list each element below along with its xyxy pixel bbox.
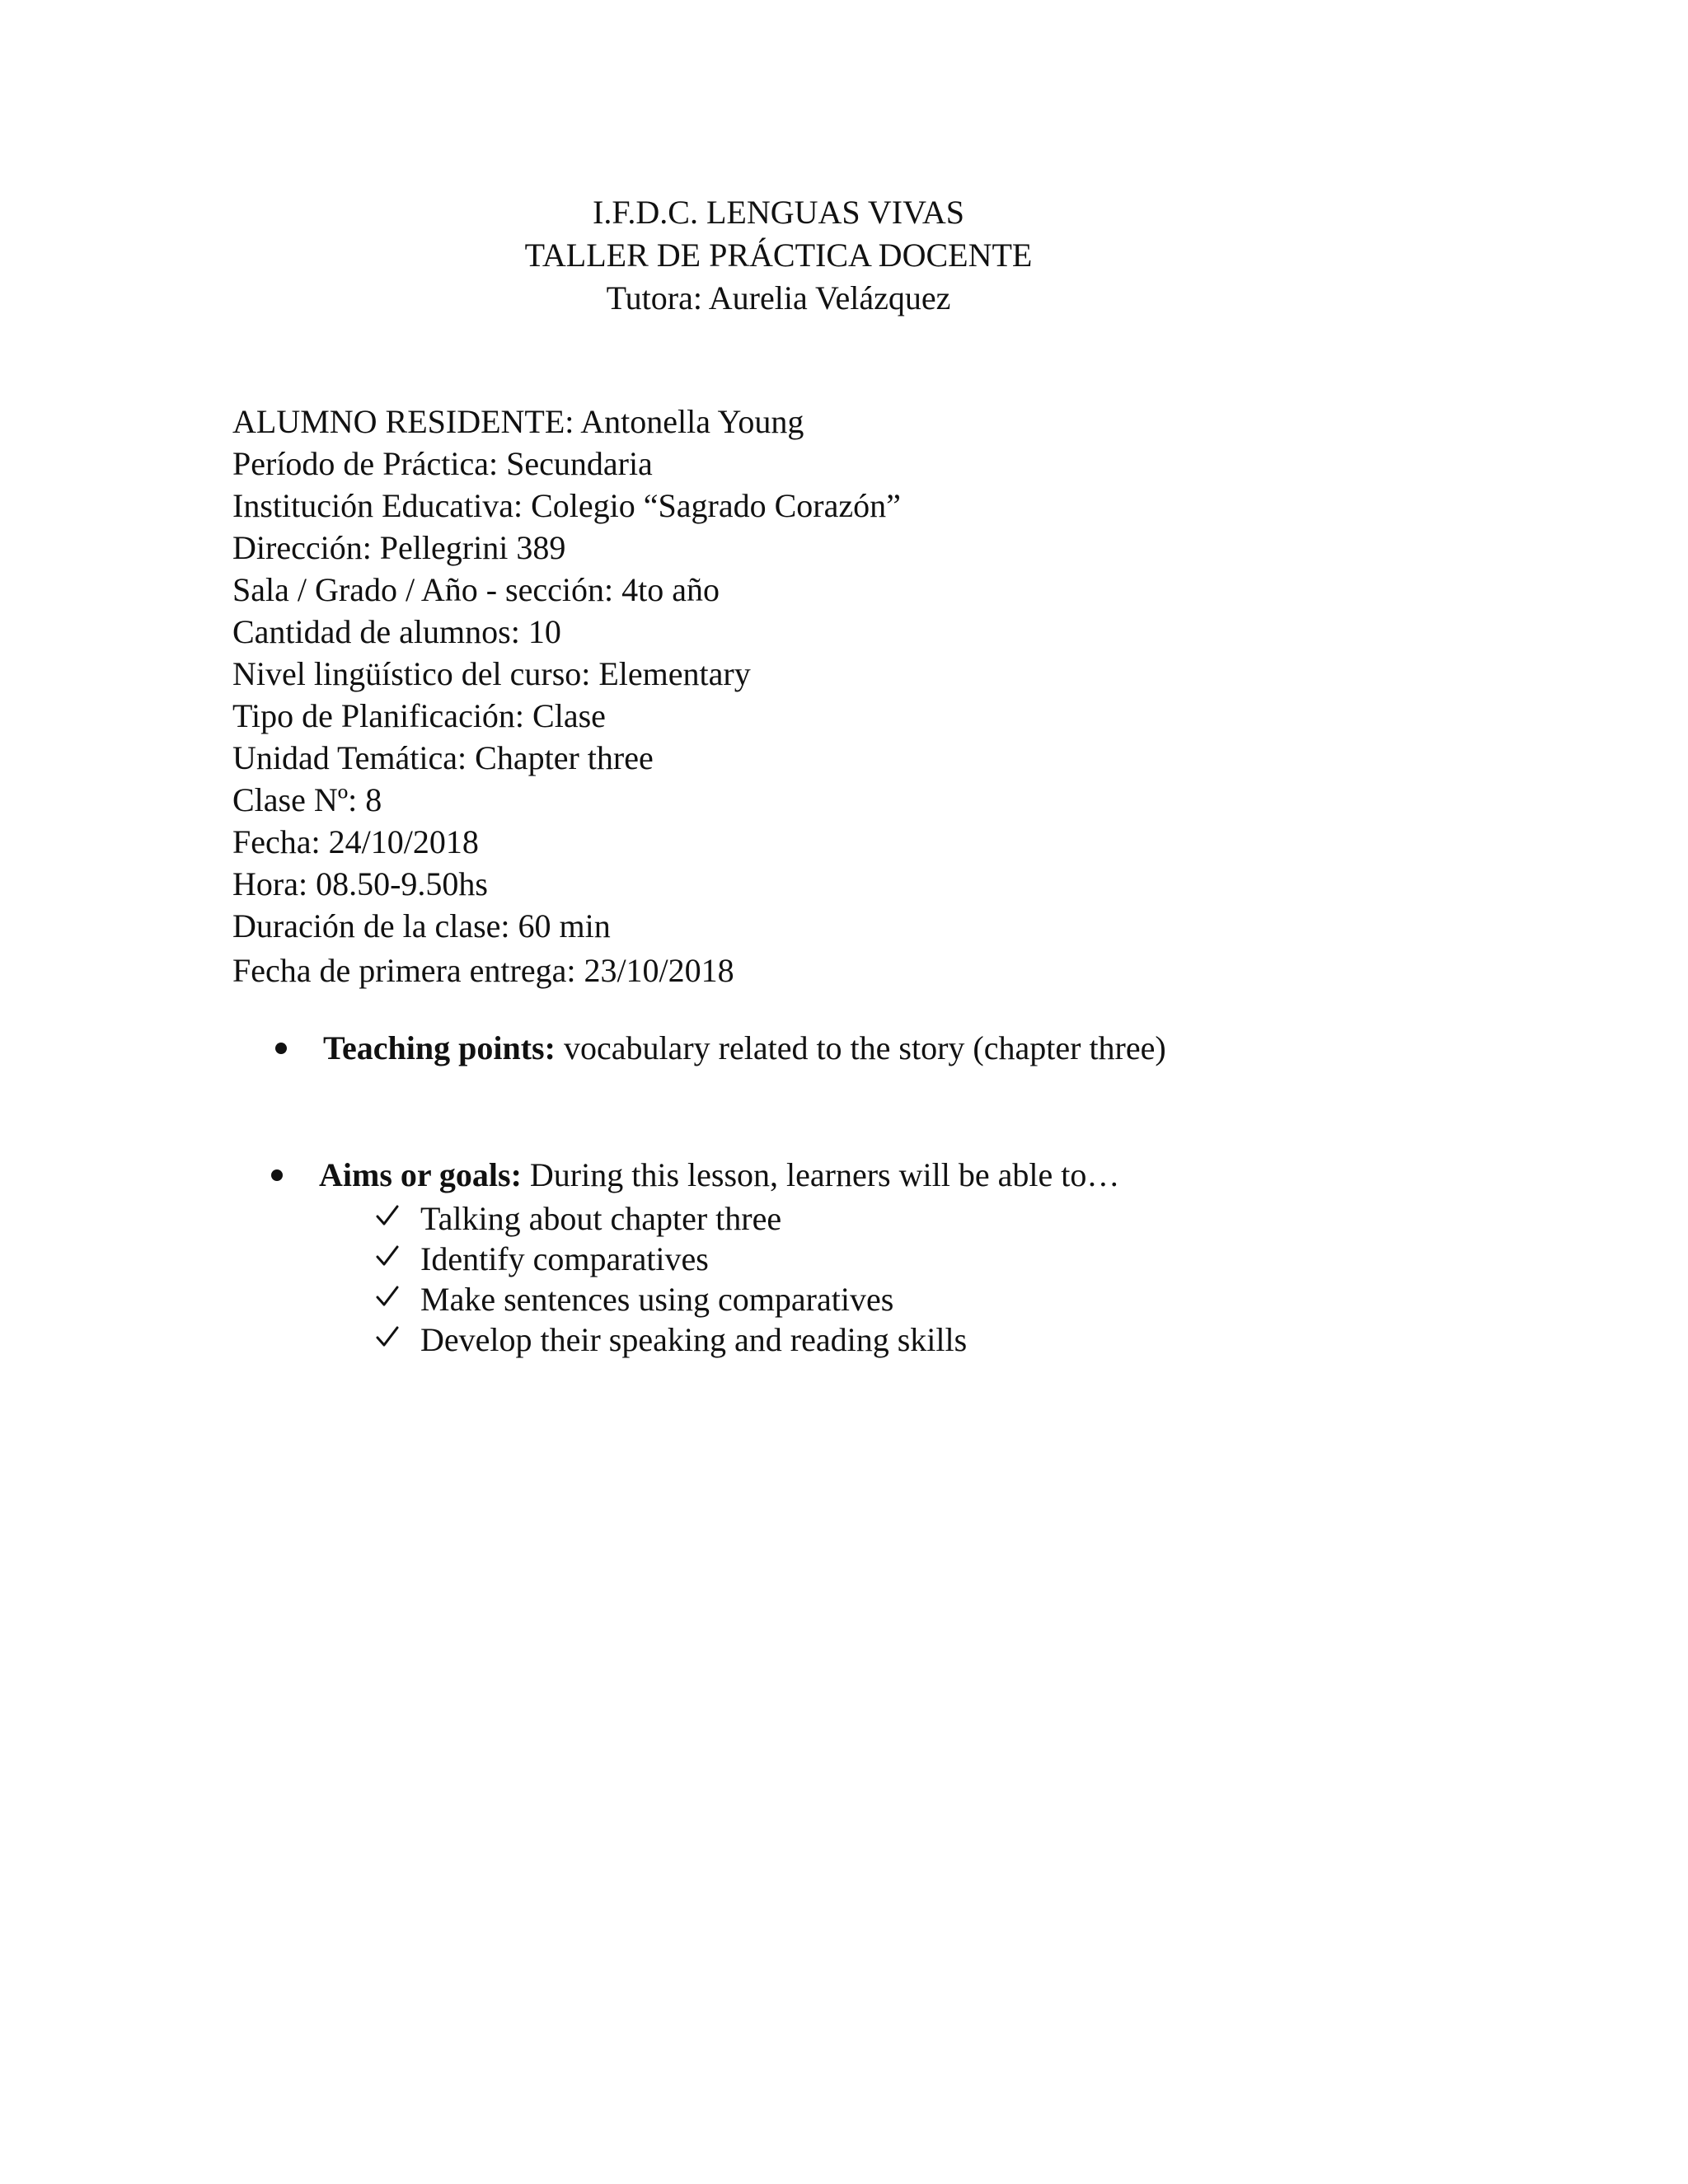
workshop-title: TALLER DE PRÁCTICA DOCENTE [524, 237, 1033, 274]
time-line: Hora: 08.50-9.50hs [232, 865, 488, 902]
grade-line: Sala / Grado / Año - sección: 4to año [232, 571, 720, 608]
checkmark-icon [375, 1203, 400, 1228]
institution-title: I.F.D.C. LENGUAS VIVAS [593, 194, 964, 231]
aims-text: During this lesson, learners will be able to… [521, 1156, 1120, 1193]
aim-item-text: Identify comparatives [420, 1240, 709, 1277]
planning-type-line: Tipo de Planificación: Clase [232, 697, 606, 734]
first-delivery-line: Fecha de primera entrega: 23/10/2018 [232, 952, 734, 989]
language-level-line: Nivel lingüístico del curso: Elementary [232, 655, 751, 692]
institution-line: Institución Educativa: Colegio “Sagrado Corazón” [232, 487, 901, 524]
checkmark-icon [375, 1284, 400, 1309]
bullet-icon [271, 1169, 283, 1181]
address-line: Dirección: Pellegrini 389 [232, 529, 566, 566]
tutor-line: Tutora: Aurelia Velázquez [606, 279, 951, 316]
student-line: ALUMNO RESIDENTE: Antonella Young [232, 403, 804, 440]
duration-line: Duración de la clase: 60 min [232, 907, 611, 944]
student-count-line: Cantidad de alumnos: 10 [232, 613, 561, 650]
teaching-points-text: vocabulary related to the story (chapter three) [555, 1029, 1166, 1066]
unit-line: Unidad Temática: Chapter three [232, 739, 654, 776]
bullet-icon [275, 1043, 287, 1054]
aim-item-text: Make sentences using comparatives [420, 1281, 894, 1318]
aim-item-text: Develop their speaking and reading skills [420, 1321, 968, 1358]
teaching-points-label: Teaching points: [323, 1029, 556, 1066]
checkmark-icon [375, 1324, 400, 1349]
checkmark-icon [375, 1244, 400, 1268]
date-line: Fecha: 24/10/2018 [232, 823, 479, 860]
practice-period-line: Período de Práctica: Secundaria [232, 445, 653, 482]
aim-item-text: Talking about chapter three [420, 1200, 782, 1237]
class-number-line: Clase Nº: 8 [232, 781, 382, 818]
aims-label: Aims or goals: [319, 1156, 522, 1193]
document-header [0, 191, 1557, 320]
lesson-info [232, 401, 901, 991]
